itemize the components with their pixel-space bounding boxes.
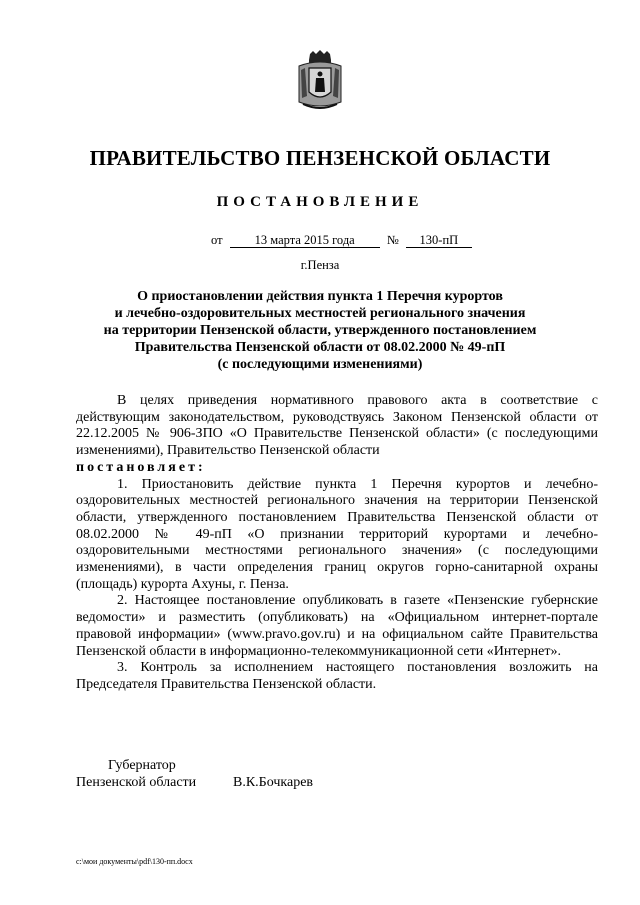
subject-line: на территории Пензенской области, утвержденного постановлением (103, 323, 537, 338)
decree-word: постановляет: (76, 459, 206, 475)
signer-position-line1: Губернатор (108, 758, 176, 773)
document-body (76, 393, 598, 694)
subject-line: О приостановлении действия пункта 1 Перечня курортов (137, 289, 503, 304)
subject-line: и лечебно-оздоровительных местностей регионального значения (114, 306, 526, 321)
coat-of-arms-icon (297, 50, 343, 112)
subject-line: (с последующими изменениями) (217, 357, 423, 372)
file-path-footer: c:\мои документы\pdf\130-пп.docx (76, 857, 193, 866)
document-date: 13 марта 2015 года (230, 233, 380, 248)
city: г.Пенза (300, 258, 340, 272)
body-item-3: 3. Контроль за исполнением настоящего постановления возложить на Председателя Правительства Пензенской области. (76, 660, 598, 692)
number-sign: № (386, 233, 399, 247)
signer-name: В.К.Бочкарев (233, 775, 314, 790)
subject-line: Правительства Пензенской области от 08.02.2000 № 49-пП (134, 340, 506, 355)
org-title: ПРАВИТЕЛЬСТВО ПЕНЗЕНСКОЙ ОБЛАСТИ (89, 146, 551, 170)
body-item-1: 1. Приостановить действие пункта 1 Перечня курортов и лечебно-оздоровительных местностей регионального значения на территории Пензенской области, утвержденного постановлением Правительства Пензенской области от 08.02.2000 № 49-пП «О признании территорий курортами и лечебно-оздоровительными местностями регионального значения» (с последующими изменениями), в части определения границ округов горно-санитарной охраны (площадь) курорта Ахуны, г. Пенза. (76, 476, 598, 592)
document-subject (0, 288, 640, 373)
body-item-2: 2. Настоящее постановление опубликовать в газете «Пензенские губернские ведомости» и разместить (опубликовать) на «Официальном интернет-портале правовой информации» (www.pravo.gov.ru) и на официальном сайте Правительства Пензенской области в информационно-телекоммуникационной сети «Интернет». (76, 593, 598, 659)
date-number-line (211, 233, 472, 249)
date-prefix: от (211, 233, 223, 247)
signer-position-line2: Пензенской области (76, 775, 197, 790)
document-type: ПОСТАНОВЛЕНИЕ (216, 194, 424, 210)
signature-block (76, 757, 314, 791)
document-number: 130-пП (406, 233, 472, 248)
preamble-paragraph: В целях приведения нормативного правового акта в соответствие с действующим законодательством, руководствуясь Законом Пензенской области от 22.12.2005 № 906-ЗПО «О Правительстве Пензенской области» (с последующими изменениями), Правительство Пензенской области (76, 393, 598, 459)
